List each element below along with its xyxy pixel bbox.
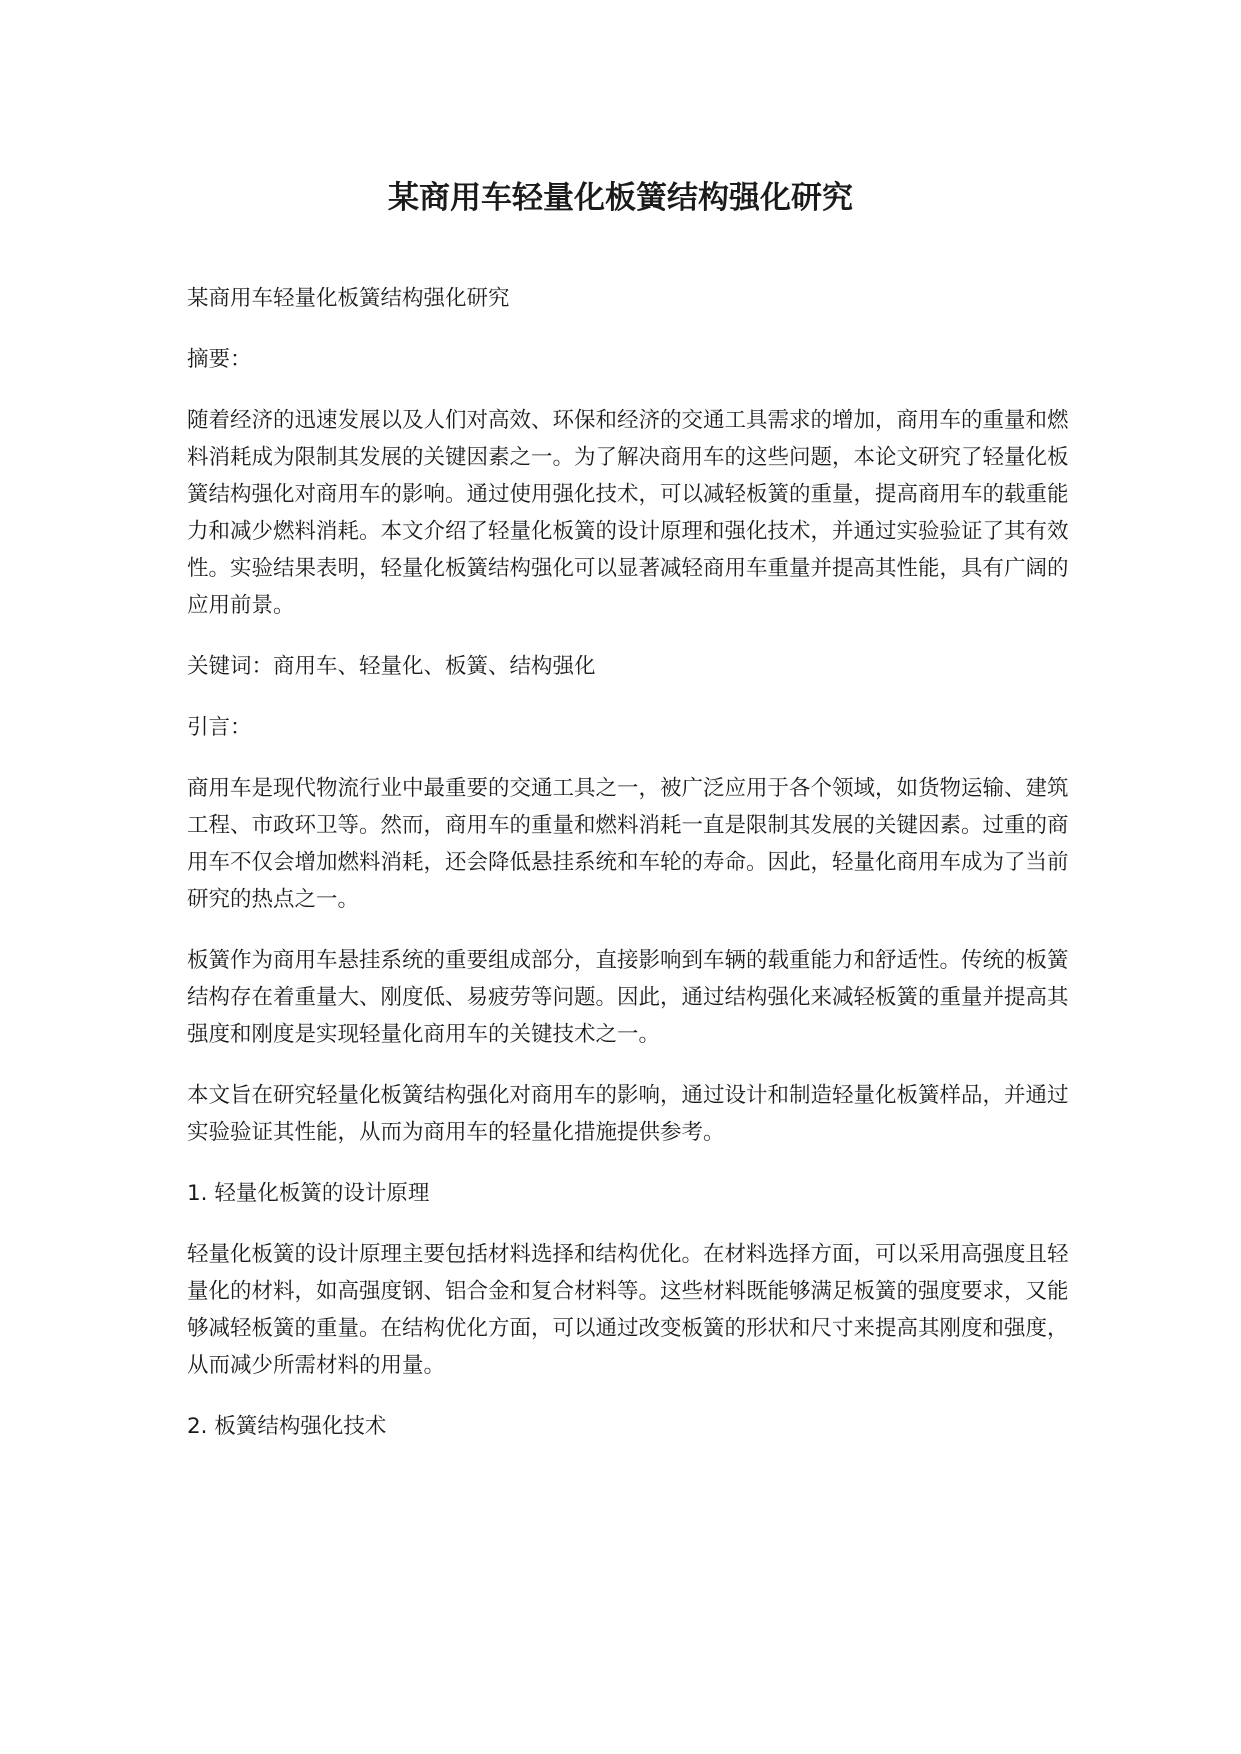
document-body xyxy=(187,280,1077,1469)
abstract-heading: 摘要： xyxy=(187,347,252,372)
keywords-line: 关键词：商用车、轻量化、板簧、结构强化 xyxy=(187,654,596,679)
intro-paragraph-1: 商用车是现代物流行业中最重要的交通工具之一，被广泛应用于各个领域，如货物运输、建筑工程、市政环卫等。然而，商用车的重量和燃料消耗一直是限制其发展的关键因素。过重的商用车不仅会增加燃料消耗，还会降低悬挂系统和车轮的寿命。因此，轻量化商用车成为了当前研究的热点之一。 xyxy=(187,776,1069,912)
abstract-paragraph: 随着经济的迅速发展以及人们对高效、环保和经济的交通工具需求的增加，商用车的重量和燃料消耗成为限制其发展的关键因素之一。为了解决商用车的这些问题，本论文研究了轻量化板簧结构强化对商用车的影响。通过使用强化技术，可以减轻板簧的重量，提高商用车的载重能力和减少燃料消耗。本文介绍了轻量化板簧的设计原理和强化技术，并通过实验验证了其有效性。实验结果表明，轻量化板簧结构强化可以显著减轻商用车重量并提高其性能，具有广阔的应用前景。 xyxy=(187,408,1069,618)
subtitle: 某商用车轻量化板簧结构强化研究 xyxy=(187,286,510,311)
section-1-heading: 1. 轻量化板簧的设计原理 xyxy=(187,1181,430,1206)
document-title: 某商用车轻量化板簧结构强化研究 xyxy=(388,180,853,216)
intro-paragraph-2: 板簧作为商用车悬挂系统的重要组成部分，直接影响到车辆的载重能力和舒适性。传统的板簧结构存在着重量大、刚度低、易疲劳等问题。因此，通过结构强化来减轻板簧的重量并提高其强度和刚度是实现轻量化商用车的关键技术之一。 xyxy=(187,948,1069,1047)
intro-heading: 引言： xyxy=(187,715,252,740)
intro-paragraph-3: 本文旨在研究轻量化板簧结构强化对商用车的影响，通过设计和制造轻量化板簧样品，并通过实验验证其性能，从而为商用车的轻量化措施提供参考。 xyxy=(187,1083,1069,1145)
section-1-paragraph: 轻量化板簧的设计原理主要包括材料选择和结构优化。在材料选择方面，可以采用高强度且轻量化的材料，如高强度钢、铝合金和复合材料等。这些材料既能够满足板簧的强度要求，又能够减轻板簧的重量。在结构优化方面，可以通过改变板簧的形状和尺寸来提高其刚度和强度，从而减少所需材料的用量。 xyxy=(187,1242,1069,1378)
section-2-heading: 2. 板簧结构强化技术 xyxy=(187,1414,387,1439)
